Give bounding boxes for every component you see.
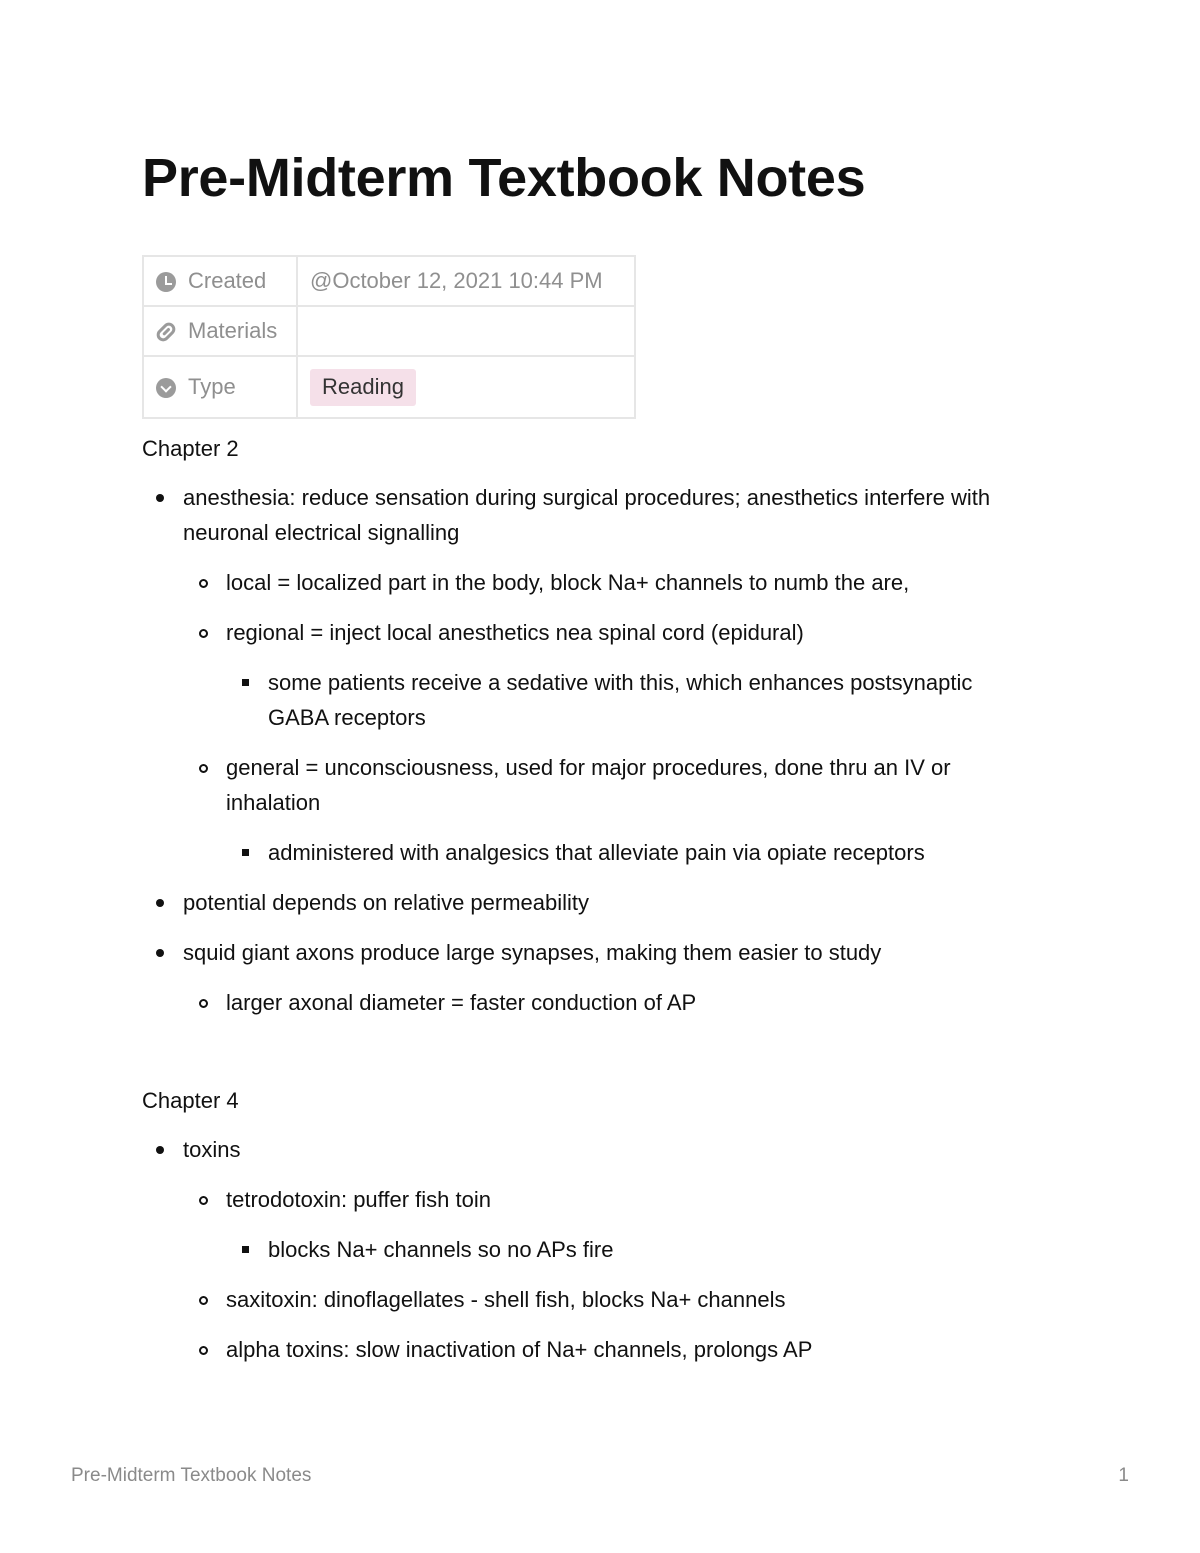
list-item-text: toxins (183, 1137, 241, 1162)
property-label: Materials (188, 318, 278, 343)
list-item-text: squid giant axons produce large synapses, making them easier to study (183, 940, 882, 965)
properties-table (142, 255, 636, 419)
clock-icon (156, 272, 176, 292)
bullet-square-icon (242, 1246, 249, 1253)
property-label: Type (188, 374, 236, 399)
type-tag[interactable]: Reading (310, 369, 416, 406)
property-value-materials[interactable] (297, 306, 635, 356)
list-item (142, 750, 1072, 820)
chapter-heading: Chapter 2 (142, 436, 239, 461)
bullet-circle-icon (199, 579, 208, 588)
list-item (142, 1282, 1072, 1317)
list-item-text: some patients receive a sedative with this, which enhances postsynaptic GABA receptors (268, 670, 973, 730)
list-item (142, 1182, 1072, 1217)
list-item-text: administered with analgesics that alleviate pain via opiate receptors (268, 840, 925, 865)
property-row-materials (143, 306, 635, 356)
bullet-square-icon (242, 849, 249, 856)
list-item-text: regional = inject local anesthetics nea spinal cord (epidural) (226, 620, 804, 645)
list-item-text: blocks Na+ channels so no APs fire (268, 1237, 614, 1262)
bullet-circle-icon (199, 764, 208, 773)
list-item-text: alpha toxins: slow inactivation of Na+ channels, prolongs AP (226, 1337, 813, 1362)
chevron-down-circle-icon (156, 378, 176, 398)
bullet-circle-icon (199, 1346, 208, 1355)
page-title: Pre-Midterm Textbook Notes (142, 148, 866, 208)
notes-content (142, 431, 1072, 1367)
property-value-type[interactable] (297, 356, 635, 418)
footer-document-title: Pre-Midterm Textbook Notes (71, 1465, 312, 1486)
chapter-4-list (142, 1132, 1072, 1367)
property-key-created (143, 256, 297, 306)
list-item (142, 565, 1072, 600)
list-item-text: general = unconsciousness, used for major procedures, done thru an IV or inhalation (226, 755, 951, 815)
list-item (142, 1132, 1072, 1167)
list-item-text: anesthesia: reduce sensation during surgical procedures; anesthetics interfere with neuronal electrical signalling (183, 485, 991, 545)
bullet-disc-icon (156, 1146, 164, 1154)
bullet-circle-icon (199, 1196, 208, 1205)
bullet-disc-icon (156, 899, 164, 907)
property-key-type (143, 356, 297, 418)
bullet-square-icon (242, 679, 249, 686)
bullet-circle-icon (199, 629, 208, 638)
property-row-created (143, 256, 635, 306)
property-label: Created (188, 268, 267, 293)
list-item (142, 835, 1072, 870)
chapter-heading: Chapter 4 (142, 1088, 239, 1113)
list-item-text: larger axonal diameter = faster conduction of AP (226, 990, 697, 1015)
bullet-circle-icon (199, 1296, 208, 1305)
chapter-2-list (142, 480, 1072, 1020)
property-row-type (143, 356, 635, 418)
list-item (142, 665, 1072, 735)
list-item-text: saxitoxin: dinoflagellates - shell fish, blocks Na+ channels (226, 1287, 786, 1312)
bullet-disc-icon (156, 494, 164, 502)
paperclip-icon (156, 322, 176, 342)
property-value-created[interactable]: @October 12, 2021 10:44 PM (297, 256, 635, 306)
list-item (142, 985, 1072, 1020)
list-item (142, 480, 1072, 550)
list-item (142, 885, 1072, 920)
property-key-materials (143, 306, 297, 356)
list-item-text: tetrodotoxin: puffer fish toin (226, 1187, 491, 1212)
list-item (142, 1232, 1072, 1267)
list-item-text: local = localized part in the body, block Na+ channels to numb the are, (226, 570, 910, 595)
list-item (142, 615, 1072, 650)
footer-page-number: 1 (1118, 1465, 1129, 1486)
empty-line (142, 1020, 1072, 1083)
list-item (142, 1332, 1072, 1367)
list-item-text: potential depends on relative permeability (183, 890, 590, 915)
bullet-circle-icon (199, 999, 208, 1008)
bullet-disc-icon (156, 949, 164, 957)
list-item (142, 935, 1072, 970)
